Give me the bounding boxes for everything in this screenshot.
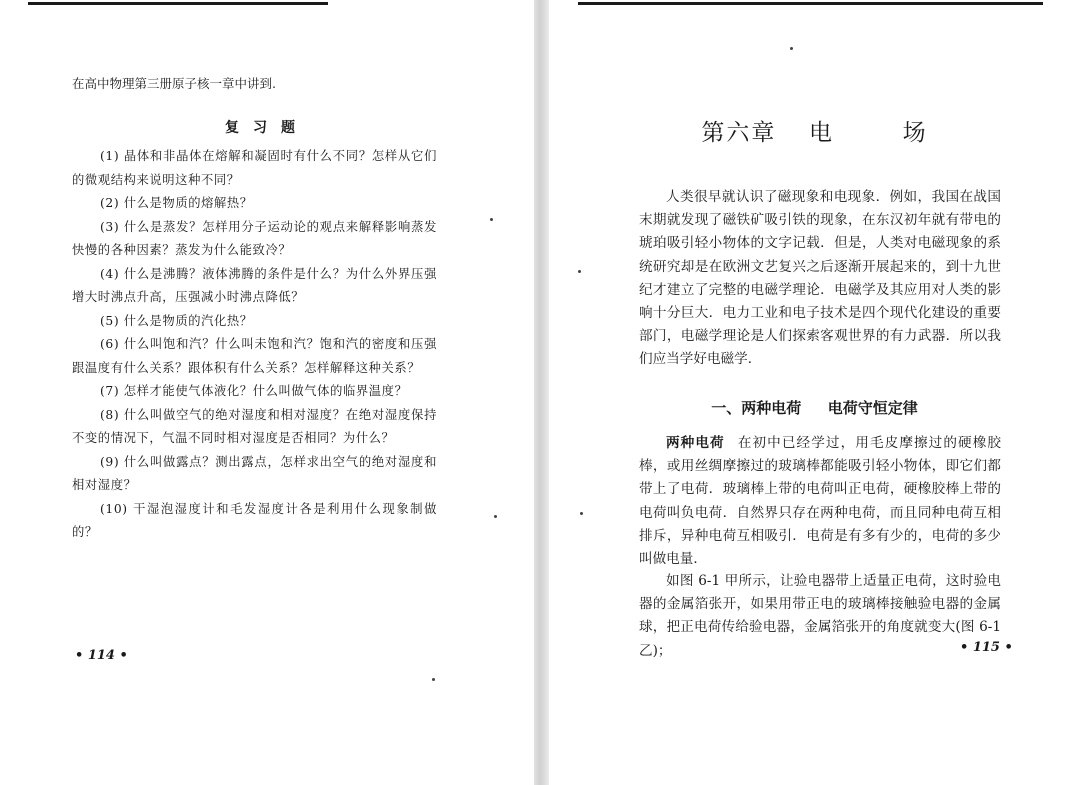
section-title (549, 397, 1080, 418)
intro-paragraph: 人类很早就认识了磁现象和电现象．例如，我国在战国末期就发现了磁铁矿吸引铁的现象，在东汉初年就有带电的琥珀吸引轻小物体的文字记载．但是，人类对电磁现象的系统研究却是在欧洲文艺复兴之后逐渐开展起来的，到十九世纪才建立了完整的电磁学理论．电磁学及其应用对人类的影响十分巨大．电力工业和电子技术是四个现代化建设的重要部门，电磁学理论是人们探索客观世界的有力武器．所以我们应当学好电磁学． (639, 189, 1001, 368)
body-paragraph (639, 432, 1001, 571)
page-number-left: • 114 • (75, 648, 128, 663)
left-page (0, 0, 534, 785)
intro-line: 在高中物理第三册原子核一章中讲到. (72, 76, 276, 91)
body-paragraph-block (639, 570, 1001, 663)
question-item: (5) 什么是物质的汽化热？ (100, 313, 253, 328)
question-item: (10) 干湿泡湿度计和毛发湿度计各是利用什么现象制做的？ (72, 501, 437, 539)
question-item: (1) 晶体和非晶体在熔解和凝固时有什么不同？怎样从它们的微观结构来说明这种不同？ (72, 149, 437, 187)
body-paragraph: 如图 6-1 甲所示，让验电器带上适量正电荷，这时验电器的金属箔张开，如果用带正电的玻璃棒接触验电器的金属球，把正电荷传给验电器，金属箔张开的角度就变大(图 6-1乙)； (639, 573, 1001, 659)
scan-speck (432, 678, 435, 681)
review-title: 复习题 (225, 120, 309, 136)
scan-speck (578, 270, 581, 273)
scan-speck (494, 515, 497, 518)
question-item: (8) 什么叫做空气的绝对湿度和相对湿度？在绝对湿度保持不变的情况下，气温不同时相对湿度是否相同？为什么？ (72, 407, 437, 445)
question-item: (7) 怎样才能使气体液化？什么叫做气体的临界温度？ (100, 384, 408, 398)
book-gutter (534, 0, 549, 785)
question-item: (3) 什么是蒸发？怎样用分子运动论的观点来解释影响蒸发快慢的各种因素？蒸发为什么能致冷？ (72, 219, 437, 257)
section-title-part-a: 一、两种电荷 (711, 399, 802, 417)
chapter-title (549, 114, 1080, 147)
chapter-label: 第六章 (701, 120, 777, 146)
body-paragraph-block (639, 432, 1001, 571)
question-item: (9) 什么叫做露点？测出露点，怎样求出空气的绝对湿度和相对湿度？ (72, 454, 437, 492)
paragraph-text: 在初中已经学过，用毛皮摩擦过的硬橡胶棒，或用丝绸摩擦过的玻璃棒都能吸引轻小物体，即它们都带上了电荷．玻璃棒上带的电荷叫正电荷，硬橡胶棒上带的电荷叫负电荷．自然界只存在两种电荷，而且同种电荷互相排斥，异种电荷互相吸引．电荷是有多有少的，电荷的多少叫做电量． (639, 435, 1002, 568)
paragraph-lead-term: 两种电荷 (666, 435, 725, 451)
chapter-title-char-b: 场 (902, 120, 928, 146)
question-item: (6) 什么叫饱和汽？什么叫未饱和汽？饱和汽的密度和压强跟温度有什么关系？跟体积有什么关系？怎样解释这种关系？ (72, 337, 437, 375)
top-scan-line (28, 2, 328, 5)
chapter-title-char-a: 电 (809, 120, 834, 146)
intro-paragraph-block (639, 186, 1001, 372)
section-title-part-b: 电荷守恒定律 (827, 399, 918, 417)
question-item: (2) 什么是物质的熔解热？ (100, 196, 253, 210)
top-scan-line (578, 2, 1043, 5)
question-list (72, 145, 437, 545)
scan-speck (580, 512, 583, 515)
scan-speck (490, 218, 493, 221)
question-item: (4) 什么是沸腾？液体沸腾的条件是什么？为什么外界压强增大时沸点升高，压强减小时沸点降低？ (72, 266, 437, 304)
page-number-right: • 115 • (960, 640, 1013, 655)
scan-speck (790, 47, 793, 50)
